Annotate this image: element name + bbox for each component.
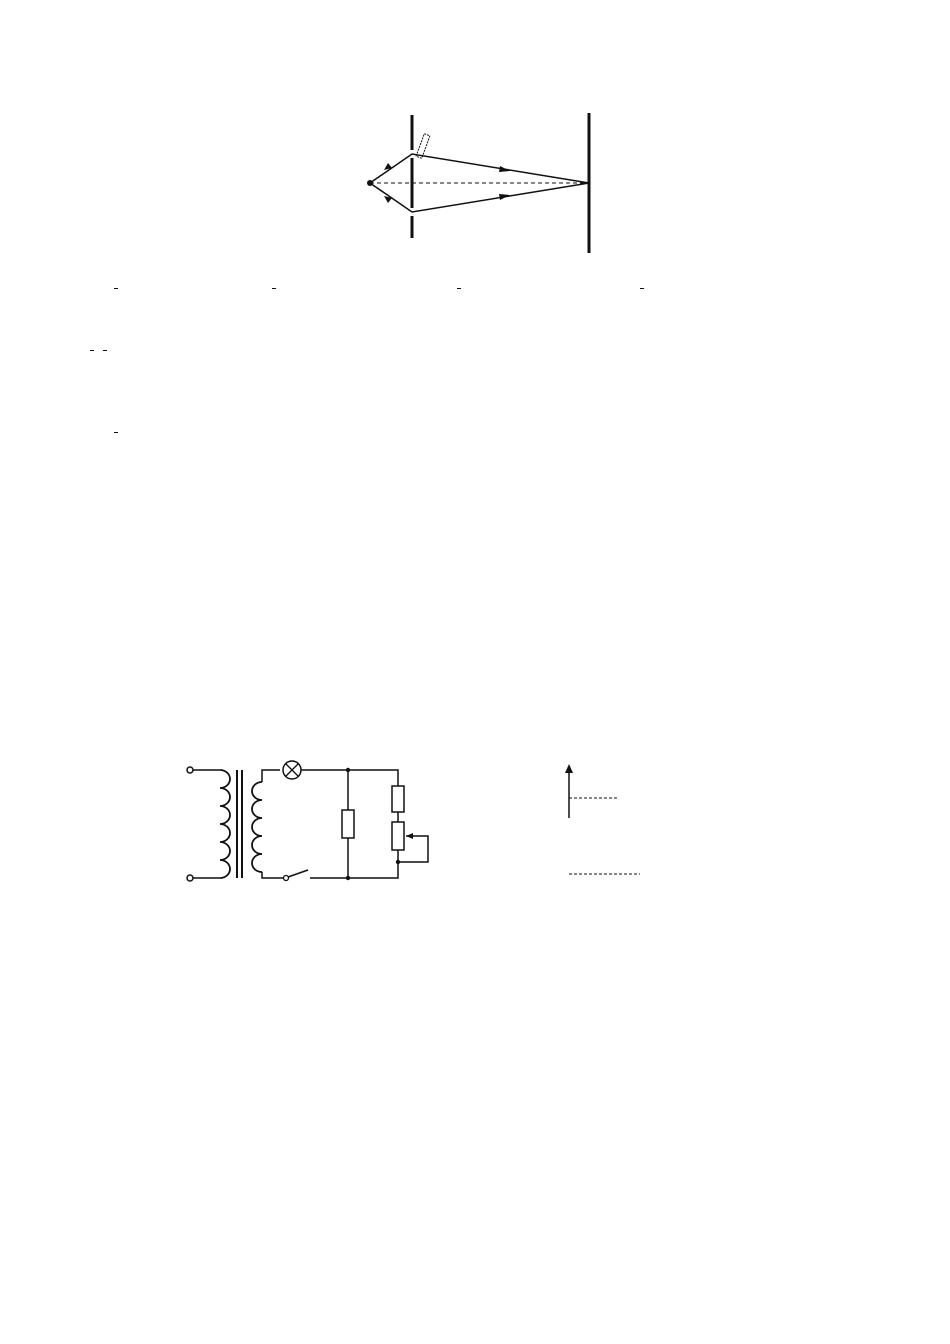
q3-option-a[interactable] [112, 276, 120, 299]
q3-option-b[interactable] [270, 276, 278, 299]
voltage-waveform-labels [500, 758, 800, 928]
transformer-circuit [180, 758, 450, 928]
resistor-r1 [342, 810, 354, 838]
q4-wave-graphs [130, 460, 850, 630]
terminal-a [187, 767, 193, 773]
double-slit-figure [340, 110, 630, 260]
ray-s2 [370, 183, 589, 212]
resistor-r2 [392, 786, 404, 812]
q3-option-c[interactable] [455, 276, 463, 299]
secondary-coil [252, 782, 262, 872]
arrow-3 [499, 166, 510, 172]
ray-s1 [370, 154, 589, 183]
q4-stem-line2 [112, 420, 120, 442]
switch-s [288, 870, 308, 877]
q3-option-d[interactable] [638, 276, 646, 299]
primary-coil [220, 770, 230, 878]
rheostat-r [392, 822, 404, 850]
arrow-4 [499, 194, 510, 200]
q4-stem-line1 [88, 338, 109, 360]
terminal-b [187, 875, 193, 881]
